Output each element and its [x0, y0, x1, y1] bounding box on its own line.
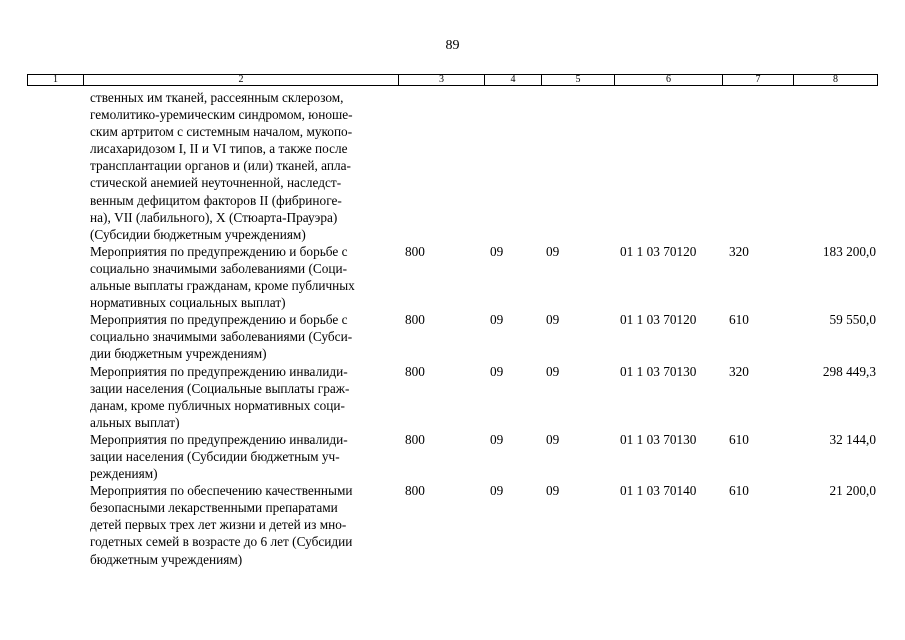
description-line: годетных семей в возрасте до 6 лет (Субсидии: [90, 534, 353, 550]
target-article-code: 01 1 03 70130: [620, 363, 697, 379]
description-line: Мероприятия по предупреждению инвалиди-: [90, 431, 348, 447]
section-code: 09: [490, 312, 504, 328]
subsection-code: 09: [546, 431, 560, 447]
amount-value: 32 144,0: [829, 431, 876, 447]
admin-code: 800: [405, 483, 425, 499]
subsection-code: 09: [546, 312, 560, 328]
table-row: [0, 243, 905, 311]
section-code: 09: [490, 483, 504, 499]
expense-type-code: 320: [729, 243, 749, 259]
header-col-1: 1: [28, 75, 84, 85]
subsection-code: 09: [546, 363, 560, 379]
description-line: реждениям): [90, 466, 158, 482]
expense-type-code: 320: [729, 363, 749, 379]
admin-code: 800: [405, 363, 425, 379]
section-code: 09: [490, 243, 504, 259]
amount-value: 298 449,3: [822, 363, 876, 379]
amount-value: 59 550,0: [829, 312, 876, 328]
description-line: социально значимыми заболеваниями (Субси-: [90, 329, 353, 345]
description-line: социально значимыми заболеваниями (Соци-: [90, 260, 348, 276]
row-description: [90, 89, 395, 243]
header-col-3: 3: [399, 75, 485, 85]
expense-type-code: 610: [729, 431, 749, 447]
row-description: [90, 431, 395, 482]
description-line: стической анемией неуточненной, наследст-: [90, 175, 342, 191]
page-number: 89: [445, 38, 460, 53]
section-code: 09: [490, 431, 504, 447]
header-col-7: 7: [723, 75, 794, 85]
description-line: бюджетным учреждениям): [90, 551, 243, 567]
subsection-code: 09: [546, 483, 560, 499]
target-article-code: 01 1 03 70120: [620, 312, 697, 328]
admin-code: 800: [405, 431, 425, 447]
table-row: [0, 363, 905, 431]
table-row: [0, 311, 905, 362]
header-col-2: 2: [84, 75, 399, 85]
description-line: на), VII (лабильного), X (Стюарта-Прауэра): [90, 209, 338, 225]
table-header: [27, 74, 878, 86]
expense-type-code: 610: [729, 483, 749, 499]
description-line: безопасными лекарственными препаратами: [90, 500, 338, 516]
table-body: [0, 89, 905, 568]
amount-value: 183 200,0: [822, 243, 876, 259]
description-line: Мероприятия по предупреждению и борьбе с: [90, 243, 348, 259]
target-article-code: 01 1 03 70140: [620, 483, 697, 499]
description-line: данам, кроме публичных нормативных соци-: [90, 397, 345, 413]
description-line: дии бюджетным учреждениям): [90, 346, 267, 362]
section-code: 09: [490, 363, 504, 379]
header-col-6: 6: [615, 75, 723, 85]
table-row: [0, 482, 905, 567]
description-line: ским артритом с системным началом, мукопо-: [90, 124, 353, 140]
description-line: альных выплат): [90, 414, 180, 430]
description-line: Мероприятия по предупреждению инвалиди-: [90, 363, 348, 379]
description-line: (Субсидии бюджетным учреждениям): [90, 226, 306, 242]
description-line: нормативных социальных выплат): [90, 295, 286, 311]
header-col-8: 8: [833, 74, 838, 85]
target-article-code: 01 1 03 70120: [620, 243, 697, 259]
description-line: ственных им тканей, рассеянным склерозом,: [90, 90, 344, 105]
subsection-code: 09: [546, 243, 560, 259]
admin-code: 800: [405, 243, 425, 259]
table-row: [0, 431, 905, 482]
amount-value: 21 200,0: [829, 483, 876, 499]
expense-type-code: 610: [729, 312, 749, 328]
table-row: [0, 89, 905, 243]
description-line: зации населения (Социальные выплаты граж-: [90, 380, 350, 396]
description-line: Мероприятия по обеспечению качественными: [90, 483, 353, 499]
admin-code: 800: [405, 312, 425, 328]
header-col-4: 4: [485, 75, 542, 85]
description-line: гемолитико-уремическим синдромом, юноше-: [90, 107, 353, 123]
description-line: детей первых трех лет жизни и детей из мно-: [90, 517, 347, 533]
description-line: альные выплаты гражданам, кроме публичных: [90, 278, 355, 294]
row-description: [90, 311, 395, 362]
target-article-code: 01 1 03 70130: [620, 431, 697, 447]
header-col-5: 5: [542, 75, 615, 85]
description-line: Мероприятия по предупреждению и борьбе с: [90, 312, 348, 328]
description-line: зации населения (Субсидии бюджетным уч-: [90, 448, 340, 464]
description-line: трансплантации органов и (или) тканей, апла-: [90, 158, 351, 174]
row-description: [90, 482, 395, 567]
description-line: венным дефицитом факторов II (фибриноге-: [90, 192, 342, 208]
description-line: лисахаридозом I, II и VI типов, а также после: [90, 141, 348, 157]
row-description: [90, 363, 395, 431]
row-description: [90, 243, 395, 311]
